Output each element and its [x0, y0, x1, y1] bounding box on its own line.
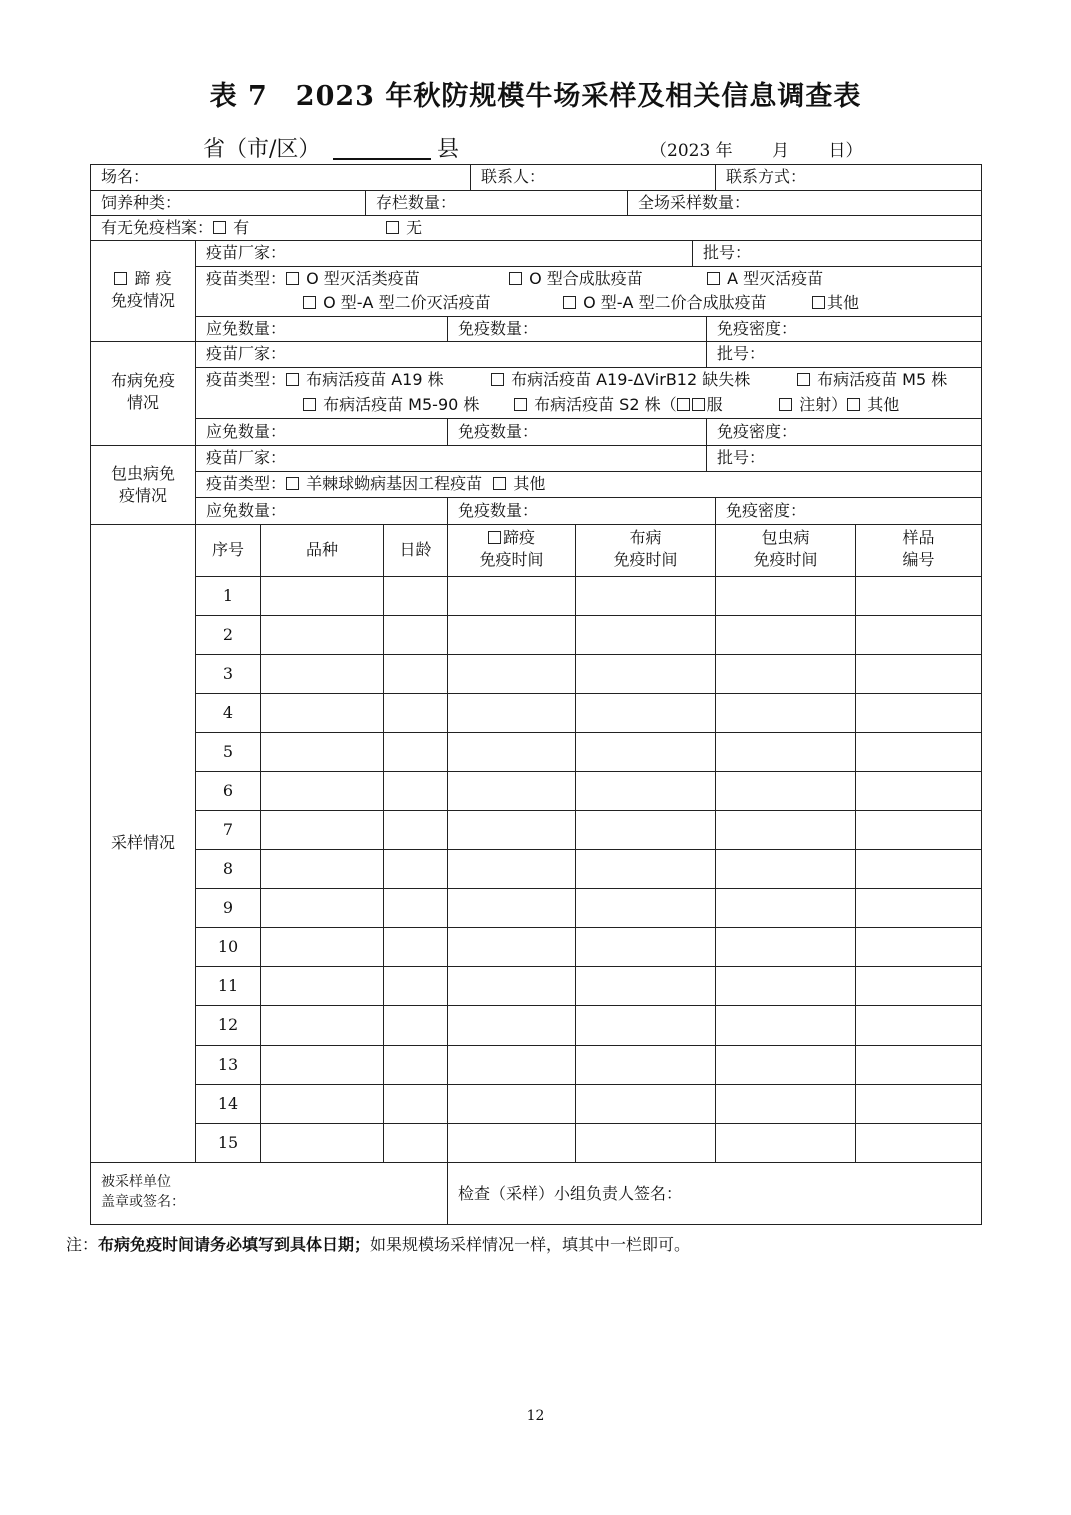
header-breed: 品种 — [305, 540, 338, 559]
echinococcosis-manufacturer-label: 疫苗厂家： — [206, 448, 287, 467]
brucellosis-type-option: 布病活疫苗 A19-ΔVirB12 缺失株 — [511, 370, 751, 389]
rule — [447, 316, 448, 341]
fmd-type-checkbox[interactable] — [707, 272, 720, 285]
rule — [627, 190, 628, 215]
brucellosis-section-line1: 布病免疫 — [110, 371, 175, 390]
rule — [195, 1045, 982, 1046]
header-echinococcosis-time — [716, 527, 855, 571]
rule — [365, 190, 366, 215]
row-number: 13 — [217, 1055, 239, 1074]
fmd-type-option: O 型-A 型二价灭活疫苗 — [323, 293, 491, 312]
header-fmd-line1: 蹄疫 — [502, 528, 535, 547]
header-fmd-time — [448, 527, 575, 571]
archive-label: 有无免疫档案： — [101, 218, 214, 237]
row-number: 11 — [217, 976, 239, 995]
county-blank[interactable] — [333, 158, 431, 160]
fmd-immunized-label: 免疫数量： — [458, 319, 539, 338]
page-number: 12 — [526, 1408, 545, 1424]
footnote-text: 如果规模场采样情况一样，填其中一栏即可。 — [370, 1235, 691, 1254]
archive-row — [101, 218, 249, 238]
brucellosis-section-line2: 情况 — [126, 393, 159, 412]
page-title: 表 7 2023 年秋防规模牛场采样及相关信息调查表 — [209, 81, 862, 112]
injection-label: 注射） — [799, 395, 848, 414]
rule — [90, 215, 982, 216]
row-number: 10 — [217, 937, 239, 956]
echinococcosis-immunized-label: 免疫数量： — [458, 501, 539, 520]
rule — [260, 524, 261, 1162]
header-echinococcosis-line2: 免疫时间 — [753, 550, 818, 569]
brucellosis-manufacturer-label: 疫苗厂家： — [206, 344, 287, 363]
fmd-type-checkbox[interactable] — [286, 272, 299, 285]
date-field — [650, 136, 862, 161]
header-age: 日龄 — [399, 540, 432, 559]
fmd-type-item — [303, 293, 491, 313]
rule — [706, 341, 707, 367]
brucellosis-type-label: 疫苗类型： — [206, 370, 287, 389]
brucellosis-batch-label: 批号： — [717, 344, 766, 363]
header-sample-id — [856, 527, 981, 571]
rule — [195, 1005, 982, 1006]
rule — [90, 1162, 982, 1163]
brucellosis-type-row1 — [206, 370, 444, 390]
fmd-section-checkbox[interactable] — [114, 272, 127, 285]
oral-checkbox[interactable] — [677, 398, 690, 411]
fmd-batch-label: 批号： — [703, 243, 752, 262]
header-brucellosis-line1: 布病 — [629, 528, 662, 547]
header-fmd-checkbox[interactable] — [488, 531, 501, 544]
date-day: 日） — [828, 141, 863, 161]
rule — [195, 732, 982, 733]
inspector-signature-label: 检查（采样）小组负责人签名： — [458, 1184, 683, 1203]
rule — [195, 1123, 982, 1124]
brucellosis-type-item — [797, 370, 947, 390]
fmd-type-option: O 型-A 型二价合成肽疫苗 — [583, 293, 767, 312]
rule — [715, 524, 716, 1162]
brucellosis-type-checkbox[interactable] — [847, 398, 860, 411]
fmd-type-option: 其他 — [827, 293, 860, 312]
rule — [706, 418, 707, 445]
sampled-unit-label — [101, 1172, 185, 1212]
breed-label: 饲养种类： — [101, 193, 182, 212]
archive-yes-label: 有 — [233, 218, 250, 237]
row-number: 12 — [217, 1015, 239, 1034]
brucellosis-section-label — [91, 370, 195, 414]
sampling-section-label: 采样情况 — [110, 833, 175, 852]
rule — [90, 190, 982, 191]
brucellosis-density-label: 免疫密度： — [717, 422, 798, 441]
rule — [195, 266, 982, 267]
rule — [195, 367, 982, 368]
brucellosis-should-label: 应免数量： — [206, 422, 287, 441]
fmd-density-label: 免疫密度： — [717, 319, 798, 338]
fmd-type-label: 疫苗类型： — [206, 269, 287, 288]
archive-no-row — [386, 218, 422, 238]
table-border-top — [90, 164, 982, 165]
rule — [195, 576, 982, 577]
rule — [90, 524, 982, 525]
brucellosis-type-checkbox[interactable] — [514, 398, 527, 411]
rule — [575, 524, 576, 1162]
fmd-type-checkbox[interactable] — [509, 272, 522, 285]
brucellosis-type-checkbox[interactable] — [797, 373, 810, 386]
archive-yes-checkbox[interactable] — [213, 221, 226, 234]
rule — [447, 524, 448, 1224]
footnote-prefix: 注： — [66, 1235, 99, 1254]
echinococcosis-type-checkbox[interactable] — [286, 477, 299, 490]
rule — [195, 771, 982, 772]
rule — [195, 810, 982, 811]
header-brucellosis-time — [576, 527, 715, 571]
fmd-section-line1: 蹄 疫 — [134, 269, 172, 288]
sampled-unit-line1: 被采样单位 — [101, 1174, 171, 1190]
fmd-type-checkbox[interactable] — [303, 296, 316, 309]
contact-person-label: 联系人： — [481, 167, 546, 186]
province-label: 省（市/区） — [203, 137, 321, 162]
rule — [447, 497, 448, 524]
footnote — [66, 1232, 690, 1255]
brucellosis-immunized-label: 免疫数量： — [458, 422, 539, 441]
echinococcosis-type-option: 其他 — [513, 474, 546, 493]
rule — [195, 693, 982, 694]
rule — [90, 240, 982, 241]
brucellosis-type-item — [514, 395, 723, 415]
farm-name-label: 场名： — [101, 167, 150, 186]
brucellosis-type-item — [779, 395, 899, 415]
echinococcosis-should-label: 应免数量： — [206, 501, 287, 520]
rule — [90, 341, 982, 342]
header-echinococcosis-line1: 包虫病 — [761, 528, 810, 547]
rule — [715, 497, 716, 524]
rule — [195, 418, 982, 419]
mouth-square-icon — [692, 398, 705, 411]
rule — [195, 497, 982, 498]
archive-no-checkbox[interactable] — [386, 221, 399, 234]
table-border-left — [90, 164, 91, 1225]
rule — [706, 316, 707, 341]
date-month: 月 — [772, 141, 790, 161]
rule — [195, 654, 982, 655]
rule — [692, 240, 693, 266]
header-sample-line2: 编号 — [902, 550, 935, 569]
echinococcosis-type-row — [206, 474, 545, 494]
stock-label: 存栏数量： — [376, 193, 457, 212]
injection-checkbox[interactable] — [779, 398, 792, 411]
fmd-type-item — [812, 293, 859, 313]
row-number: 9 — [222, 898, 234, 917]
fmd-type-option: O 型灭活类疫苗 — [306, 269, 420, 288]
rule — [195, 471, 982, 472]
echinococcosis-section-line2: 疫情况 — [118, 486, 167, 505]
row-number: 2 — [222, 625, 234, 644]
fmd-type-item — [563, 293, 767, 313]
county-label: 县 — [437, 137, 460, 162]
archive-no-label: 无 — [406, 218, 423, 237]
fmd-type-item — [509, 269, 643, 289]
row-number: 14 — [217, 1094, 239, 1113]
brucellosis-type-checkbox[interactable] — [491, 373, 504, 386]
sampled-unit-line2: 盖章或签名： — [101, 1194, 185, 1210]
row-number: 3 — [222, 664, 234, 683]
echinococcosis-density-label: 免疫密度： — [726, 501, 807, 520]
brucellosis-type-option: 其他 — [867, 395, 900, 414]
fmd-type-checkbox[interactable] — [812, 296, 825, 309]
fmd-type-row1 — [206, 269, 420, 289]
rule — [195, 849, 982, 850]
brucellosis-type-option: 布病活疫苗 A19 株 — [306, 370, 444, 389]
echinococcosis-type-option: 羊棘球蚴病基因工程疫苗 — [306, 474, 483, 493]
footnote-emphasis: 布病免疫时间请务必填写到具体日期； — [98, 1235, 371, 1254]
header-sample-line1: 样品 — [902, 528, 935, 547]
fmd-type-checkbox[interactable] — [563, 296, 576, 309]
rule — [447, 418, 448, 445]
rule — [195, 615, 982, 616]
oral-label: 服 — [706, 395, 723, 414]
brucellosis-type-checkbox[interactable] — [286, 373, 299, 386]
table-border-bottom — [90, 1224, 982, 1225]
row-number: 15 — [217, 1133, 239, 1152]
echinococcosis-section-label — [91, 463, 195, 507]
table-border-right — [981, 164, 982, 1225]
date-year: （2023 年 — [650, 141, 733, 161]
row-number: 7 — [222, 820, 234, 839]
brucellosis-type-item — [491, 370, 750, 390]
rule — [195, 888, 982, 889]
brucellosis-type-option: 布病活疫苗 S2 株（ — [534, 395, 677, 414]
echinococcosis-type-label: 疫苗类型： — [206, 474, 287, 493]
fmd-section-label — [91, 268, 195, 312]
fmd-type-option: A 型灭活疫苗 — [727, 269, 824, 288]
rule — [715, 164, 716, 190]
fmd-section-line2: 免疫情况 — [110, 291, 175, 310]
brucellosis-type-option: 布病活疫苗 M5-90 株 — [323, 395, 480, 414]
header-serial: 序号 — [211, 540, 244, 559]
brucellosis-type-checkbox[interactable] — [303, 398, 316, 411]
fmd-type-option: O 型合成肽疫苗 — [529, 269, 643, 288]
echinococcosis-type-checkbox[interactable] — [493, 477, 506, 490]
row-number: 4 — [222, 703, 234, 722]
sample-count-label: 全场采样数量： — [638, 193, 751, 212]
rule — [195, 1084, 982, 1085]
rule — [90, 445, 982, 446]
rule — [195, 966, 982, 967]
rule — [706, 445, 707, 471]
rule — [195, 927, 982, 928]
rule — [470, 164, 471, 190]
rule — [383, 524, 384, 1162]
fmd-type-item — [707, 269, 823, 289]
contact-method-label: 联系方式： — [726, 167, 807, 186]
header-brucellosis-line2: 免疫时间 — [613, 550, 678, 569]
row-number: 8 — [222, 859, 234, 878]
rule — [195, 316, 982, 317]
row-number: 5 — [222, 742, 234, 761]
brucellosis-type-option: 布病活疫苗 M5 株 — [817, 370, 948, 389]
row-number: 1 — [222, 586, 234, 605]
fmd-should-label: 应免数量： — [206, 319, 287, 338]
header-fmd-line2: 免疫时间 — [479, 550, 544, 569]
rule — [855, 524, 856, 1162]
location-line — [0, 132, 1071, 166]
echinococcosis-batch-label: 批号： — [717, 448, 766, 467]
fmd-manufacturer-label: 疫苗厂家： — [206, 243, 287, 262]
row-number: 6 — [222, 781, 234, 800]
brucellosis-type-item — [303, 395, 479, 415]
echinococcosis-section-line1: 包虫病免 — [110, 464, 175, 483]
